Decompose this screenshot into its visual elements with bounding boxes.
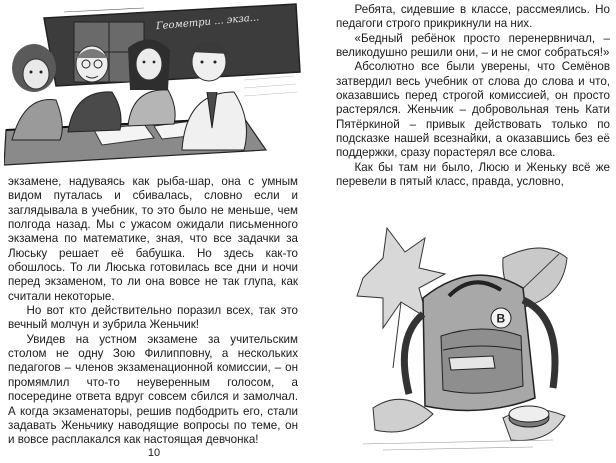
page-number: 10 xyxy=(147,447,161,459)
paragraph: Ребята, сидевшие в классе, рассмеялись. Но педагоги строго прикрикнули на них. xyxy=(336,3,610,31)
paragraph: Но вот кто действительно поразил всех, так это вечный молчун и зубрила Женьчик! xyxy=(8,304,298,332)
paragraph: «Бедный ребёнок просто перенервничал, – великодушно решили они, – и не смог собраться!» xyxy=(336,31,610,60)
badge-letter: В xyxy=(496,311,506,326)
paragraph: Как бы там ни было, Люсю и Женьку всё же перевели в пятый класс, правда, условно, xyxy=(336,160,610,189)
classroom-exam-illustration xyxy=(4,0,304,168)
paragraph: Абсолютно все были уверены, что Семёнов затвердил весь учебник от слова до слова и что, оказавшись перед строгой комиссией, он просто растерялся. Женьчик – добровольная тень Кати Пятёркиной – привык действовать только по подсказке нашей всезнайки, а оказавшись без её поддержки, сразу порастерял все слова. xyxy=(336,60,610,160)
paragraph: Увидев на устном экзамене за учительским столом не одну Зою Филипповну, а нескольких педагогов – членов экзаменационной комиссии, – он промямлил что-то неуверенным голосом, а посередине ответа вдруг совсем сбился и замолчал. А когда экзаменаторы, решив подбодрить его, стали задавать Женьчику наводящие вопросы по теме, он и вовсе расплакался как настоящая девчонка! xyxy=(8,332,298,447)
right-page xyxy=(308,0,616,463)
board-chalk-text: Геометри ... экза... xyxy=(155,12,260,33)
right-page-text xyxy=(336,3,610,189)
left-page-text xyxy=(8,175,298,448)
paragraph: экзамене, надуваясь как рыба-шар, она с умным видом путалась и сбивалась, словно если и заглядывала в учебник, то это было не меньше, чем полгода назад. Мы с ужасом ожидали письменного экзамена по математике, зная, что все задачки за Люську решает её бабушка. Но здесь как-то обошлось. То ли Люська готовилась все дни и ночи перед экзаменом, то ли она вовсе не так глупа, как считали некоторые. xyxy=(8,175,298,303)
backpack-leaves-illustration xyxy=(353,218,583,456)
